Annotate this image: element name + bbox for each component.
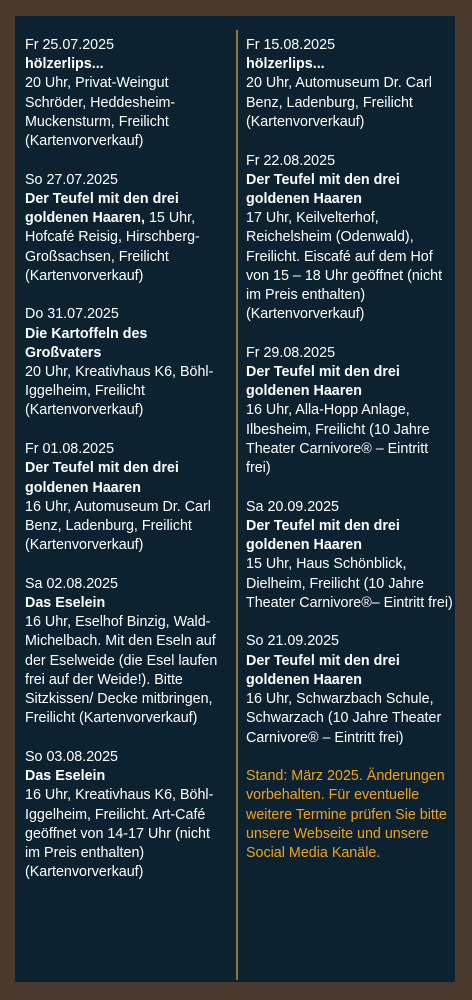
event-date: So 27.07.2025 <box>25 171 119 188</box>
right-column <box>246 36 454 863</box>
event-item <box>25 748 225 882</box>
event-details: 16 Uhr, Automuseum Dr. Carl Benz, Ladenburg, Freilicht (Kartenvorverkauf) <box>25 498 211 554</box>
event-date: Fr 29.08.2025 <box>246 344 336 361</box>
event-title: hölzerlips... <box>246 56 325 73</box>
event-details: 15 Uhr, Hofcafé Reisig, Hirschberg-Großsachsen, Freilicht (Kartenvorverkauf) <box>25 210 200 284</box>
event-item <box>25 305 225 420</box>
event-item <box>246 36 454 132</box>
event-item <box>246 152 454 325</box>
event-item <box>25 575 225 729</box>
event-item <box>25 36 225 151</box>
event-details: 20 Uhr, Automuseum Dr. Carl Benz, Ladenburg, Freilicht (Kartenvorverkauf) <box>246 75 432 130</box>
event-date: Sa 02.08.2025 <box>25 575 119 592</box>
event-item <box>25 171 225 286</box>
event-item <box>25 440 225 555</box>
event-date: So 03.08.2025 <box>25 749 119 765</box>
event-title: Das Eselein <box>25 768 106 785</box>
event-title: Der Teufel mit den drei goldenen Haaren <box>246 171 400 207</box>
column-divider <box>236 30 238 980</box>
left-column <box>25 36 225 902</box>
event-title: Die Kartoffeln des Großvaters <box>25 325 148 361</box>
event-title: Der Teufel mit den drei goldenen Haaren <box>246 652 400 688</box>
event-date: Do 31.07.2025 <box>25 306 119 323</box>
event-date: Fr 15.08.2025 <box>246 37 336 53</box>
event-details: 16 Uhr, Kreativhaus K6, Böhl-Iggelheim, Freilicht. Art-Café geöffnet von 14-17 Uhr (nicht im Preis enthalten) (Kartenvorverkauf) <box>25 787 214 881</box>
event-details: 20 Uhr, Kreativhaus K6, Böhl-Iggelheim, Freilicht (Kartenvorverkauf) <box>25 364 214 419</box>
event-date: Sa 20.09.2025 <box>246 498 340 515</box>
event-item <box>246 498 454 613</box>
event-date: Fr 22.08.2025 <box>246 152 336 169</box>
event-title: Das Eselein <box>25 595 106 612</box>
event-title: hölzerlips... <box>25 56 104 73</box>
event-title: Der Teufel mit den drei goldenen Haaren <box>246 364 400 400</box>
event-details: 16 Uhr, Eselhof Binzig, Wald-Michelbach. Mit den Eseln auf der Eselweide (die Esel laufen frei auf der Weide!). Bitte Sitzkissen/ Decke mitbringen, Freilicht (Kartenvorverkauf) <box>25 614 218 727</box>
event-date: So 21.09.2025 <box>246 633 340 650</box>
event-details: 15 Uhr, Haus Schönblick, Dielheim, Freilicht (10 Jahre Theater Carnivore®– Eintritt frei) <box>246 556 453 611</box>
event-date: Fr 25.07.2025 <box>25 37 115 53</box>
event-item <box>246 632 454 747</box>
event-title: Der Teufel mit den drei goldenen Haaren, <box>25 190 179 227</box>
event-item <box>246 344 454 478</box>
event-date: Fr 01.08.2025 <box>25 441 115 458</box>
notice-text: Stand: März 2025. Änderungen vorbehalten. Für eventuelle weitere Termine prüfen Sie bitte unsere Webseite und unsere Social Media Kanäle. <box>246 768 447 862</box>
event-details: 17 Uhr, Keilvelterhof, Reichelsheim (Odenwald), Freilicht. Eiscafé auf dem Hof von 15 – 18 Uhr geöffnet (nicht im Preis enthalten) (Kartenvorverkauf) <box>246 210 443 323</box>
event-details: 16 Uhr, Schwarzbach Schule, Schwarzach (10 Jahre Theater Carnivore® – Eintritt frei) <box>246 691 442 746</box>
event-details: 20 Uhr, Privat-Weingut Schröder, Heddesheim-Muckensturm, Freilicht (Kartenvorverkauf) <box>25 75 176 150</box>
event-title: Der Teufel mit den drei goldenen Haaren <box>246 517 400 554</box>
event-title: Der Teufel mit den drei goldenen Haaren <box>25 460 179 496</box>
event-details: 16 Uhr, Alla-Hopp Anlage, Ilbesheim, Freilicht (10 Jahre Theater Carnivore® – Eintritt frei) <box>246 402 430 477</box>
